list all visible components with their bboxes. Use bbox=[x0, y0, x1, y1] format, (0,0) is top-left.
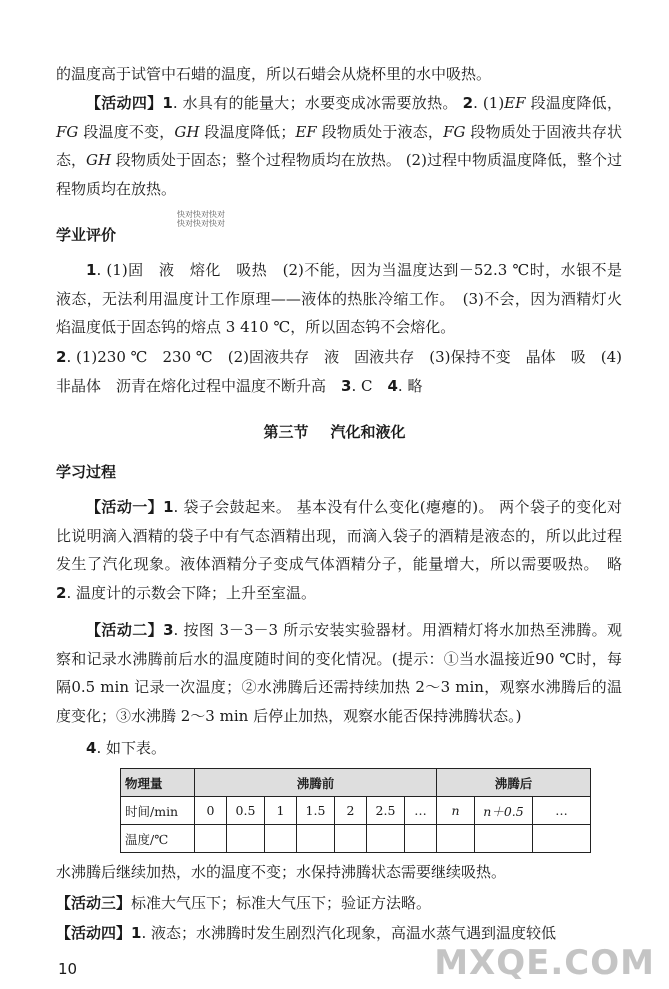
text-run: . 略 bbox=[397, 376, 423, 395]
text-run: 段温度降低， bbox=[525, 94, 622, 112]
section-title bbox=[0, 421, 669, 443]
table-cell: 0.5 bbox=[227, 797, 265, 825]
boiling-data-table bbox=[120, 768, 591, 853]
table-cell: … bbox=[533, 797, 591, 825]
paragraph-continuation: 的温度高于试管中石蜡的温度，所以石蜡会从烧杯里的水中吸热。 bbox=[56, 65, 492, 83]
table-cell-empty bbox=[367, 825, 405, 853]
text-run: . (1) bbox=[473, 94, 505, 112]
text-run: . C bbox=[351, 376, 388, 395]
activity-label: 【活动三】 bbox=[56, 894, 132, 912]
table-cell: n bbox=[437, 797, 475, 825]
text-run: 段温度不变， bbox=[78, 122, 175, 141]
text-run: 段物质处于液态， bbox=[316, 122, 444, 141]
table-cell-empty bbox=[297, 825, 335, 853]
segment-label: GH bbox=[86, 151, 112, 169]
paragraph-activity-two bbox=[56, 616, 622, 730]
paragraph-after-table: 水沸腾后继续加热，水的温度不变；水保持沸腾状态需要继续吸热。 bbox=[56, 863, 507, 881]
table-header-row bbox=[121, 769, 591, 797]
table-cell: 1.5 bbox=[297, 797, 335, 825]
table-row-temperature bbox=[121, 825, 591, 853]
item-number: 2 bbox=[56, 583, 67, 602]
text-run: . 按图 3－3－3 所示安装实验器材。用酒精灯将水加热至沸腾。观察和记录水沸腾前后水的温度随时间的变化情况。(提示：①当水温接近90 ℃时，每隔0.5 min 记录一次温度；②水沸腾后还需持续加热 2～3 min，观察水沸腾后的温度变化；③水沸腾 2～3 min 后停止加热，观察水能否保持沸腾状态。) bbox=[56, 621, 622, 725]
paragraph-evaluation-1 bbox=[56, 256, 622, 342]
table-cell: 0 bbox=[195, 797, 227, 825]
segment-label: FG bbox=[443, 122, 466, 141]
text-run: 段物质处于固液共存状态， bbox=[56, 122, 622, 169]
text-run: . (1)固 液 熔化 吸热 (2)不能，因为当温度达到－52.3 ℃时，水银不是液态，无法利用温度计工作原理——液体的热胀冷缩工作。 (3)不会，因为酒精灯火焰温度低于固态钨的熔点 3 410 ℃，所以固态钨不会熔化。 bbox=[56, 261, 622, 336]
segment-label: EF bbox=[295, 122, 317, 141]
segment-label: EF bbox=[504, 94, 526, 112]
item-number: 4 bbox=[86, 739, 97, 757]
section-name: 汽化和液化 bbox=[330, 423, 406, 441]
table-cell: 2 bbox=[335, 797, 367, 825]
table-row-label: 时间/min bbox=[121, 797, 195, 825]
table-cell-empty bbox=[265, 825, 297, 853]
table-cell: … bbox=[405, 797, 437, 825]
stamp-line: 快对快对快对 bbox=[177, 219, 225, 228]
item-number: 2 bbox=[56, 348, 67, 366]
item-number: 1 bbox=[163, 498, 174, 516]
activity-label: 【活动四】 bbox=[56, 924, 132, 942]
text-run: . 液态；水沸腾时发生剧烈汽化现象，高温水蒸气遇到温度较低 bbox=[141, 924, 556, 942]
table-row-time bbox=[121, 797, 591, 825]
item-number: 1 bbox=[162, 94, 173, 112]
item-number: 1 bbox=[86, 261, 97, 279]
table-cell-empty bbox=[227, 825, 265, 853]
table-cell: n＋0.5 bbox=[475, 797, 533, 825]
text-run: . 袋子会鼓起来。 基本没有什么变化(瘪瘪的)。 两个袋子的变化对比说明滴入酒精的袋子中有气态酒精出现，而滴入袋子的酒精是液态的，所以此过程发生了汽化现象。液体酒精分子变成气体酒精分子，能量增大，所以需要吸热。 略 bbox=[56, 498, 637, 573]
segment-label: GH bbox=[174, 122, 200, 141]
text-run: . 温度计的示数会下降；上升至室温。 bbox=[66, 583, 316, 602]
activity-label: 【活动一】 bbox=[86, 498, 164, 516]
text-run: . (1)230 ℃ 230 ℃ (2)固液共存 液 固液共存 (3)保持不变 晶体 吸 (4)非晶体 沥青在熔化过程中温度不断升高 bbox=[56, 348, 622, 395]
table-cell-empty bbox=[335, 825, 367, 853]
item-number: 4 bbox=[387, 376, 398, 395]
heading-learning-process: 学习过程 bbox=[56, 463, 117, 481]
table-cell: 2.5 bbox=[367, 797, 405, 825]
text-run: . 如下表。 bbox=[96, 739, 166, 757]
paragraph-activity-three bbox=[56, 889, 622, 918]
item-number: 3 bbox=[341, 376, 352, 395]
table-cell-empty bbox=[195, 825, 227, 853]
watermark: MXQE.COM bbox=[434, 943, 655, 983]
activity-label: 【活动二】 bbox=[86, 621, 164, 639]
table-header-cell: 沸腾后 bbox=[437, 769, 591, 797]
section-number: 第三节 bbox=[263, 423, 309, 441]
text-run: 段物质处于固态；整个过程物质均在放热。 (2)过程中物质温度降低，整个过程物质均在放热。 bbox=[56, 151, 622, 198]
text-run: 标准大气压下；标准大气压下；验证方法略。 bbox=[131, 894, 432, 912]
table-cell-empty bbox=[437, 825, 475, 853]
table-cell-empty bbox=[475, 825, 533, 853]
page-number: 10 bbox=[58, 960, 78, 978]
stamp-line: 快对快对快对 bbox=[177, 210, 225, 219]
table-header-cell: 沸腾前 bbox=[195, 769, 437, 797]
text-run: 段温度降低； bbox=[199, 122, 296, 141]
item-number: 3 bbox=[163, 621, 174, 639]
heading-evaluation: 学业评价 bbox=[56, 226, 117, 244]
table-cell: 1 bbox=[265, 797, 297, 825]
segment-label: FG bbox=[56, 122, 79, 141]
table-cell-empty bbox=[405, 825, 437, 853]
table-row-label: 温度/℃ bbox=[121, 825, 195, 853]
answer-app-stamp bbox=[177, 210, 225, 228]
table-header-cell: 物理量 bbox=[121, 769, 195, 797]
paragraph-activity-one bbox=[56, 493, 637, 607]
item-number: 1 bbox=[131, 924, 142, 942]
table-cell-empty bbox=[533, 825, 591, 853]
activity-label: 【活动四】 bbox=[86, 94, 163, 112]
text-run: . 水具有的能量大；水要变成冰需要放热。 bbox=[172, 94, 463, 112]
item-number: 2 bbox=[462, 94, 474, 112]
paragraph-activity-four bbox=[56, 89, 622, 203]
paragraph-evaluation-2 bbox=[56, 343, 622, 400]
paragraph-item-4 bbox=[56, 734, 622, 763]
